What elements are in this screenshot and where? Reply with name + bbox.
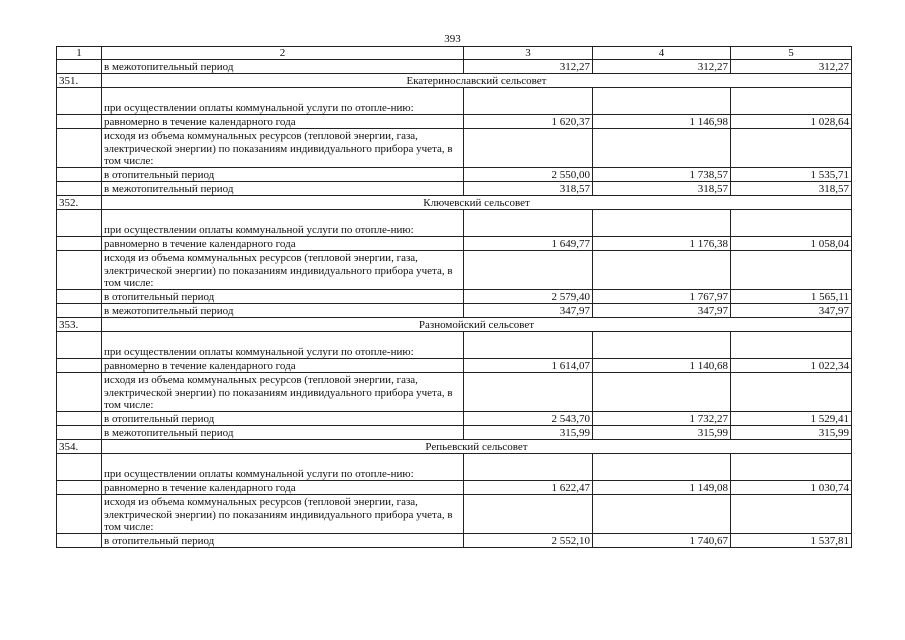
- row-label-cell: исходя из объема коммунальных ресурсов (тепловой энергии, газа, электрической энергии) по показаниям индивидуального прибора учета, в том числе:: [102, 251, 464, 290]
- value-cell-col3: 2 550,00: [464, 168, 593, 182]
- table-row: [57, 290, 852, 304]
- value-cell-col4: 347,97: [593, 304, 731, 318]
- value-cell-col3: [464, 332, 593, 359]
- value-cell-col5: 318,57: [731, 182, 852, 196]
- value-cell-col4: 1 149,08: [593, 481, 731, 495]
- row-number-cell: [57, 495, 102, 534]
- value-cell-col4: 318,57: [593, 182, 731, 196]
- value-cell-col3: 2 543,70: [464, 412, 593, 426]
- row-label-cell: в межотопительный период: [102, 426, 464, 440]
- section-title: Разномойский сельсовет: [102, 318, 852, 332]
- value-cell-col5: [731, 210, 852, 237]
- value-cell-col3: [464, 495, 593, 534]
- row-number-cell: [57, 359, 102, 373]
- column-header-1: 1: [57, 47, 102, 60]
- row-number-cell: [57, 115, 102, 129]
- value-cell-col5: [731, 332, 852, 359]
- row-label-cell: исходя из объема коммунальных ресурсов (тепловой энергии, газа, электрической энергии) по показаниям индивидуального прибора учета, в том числе:: [102, 373, 464, 412]
- row-number-cell: [57, 129, 102, 168]
- value-cell-col4: 315,99: [593, 426, 731, 440]
- value-cell-col3: 312,27: [464, 60, 593, 74]
- value-cell-col5: 1 058,04: [731, 237, 852, 251]
- table-row: [57, 412, 852, 426]
- row-number-cell: [57, 168, 102, 182]
- section-title: Екатеринославский сельсовет: [102, 74, 852, 88]
- column-header-5: 5: [731, 47, 852, 60]
- value-cell-col4: [593, 454, 731, 481]
- column-header-4: 4: [593, 47, 731, 60]
- value-cell-col4: 1 140,68: [593, 359, 731, 373]
- value-cell-col4: [593, 332, 731, 359]
- value-cell-col4: 1 146,98: [593, 115, 731, 129]
- value-cell-col3: [464, 373, 593, 412]
- table-row: [57, 168, 852, 182]
- value-cell-col3: 1 622,47: [464, 481, 593, 495]
- value-cell-col5: [731, 251, 852, 290]
- value-cell-col5: [731, 129, 852, 168]
- table-row: [57, 481, 852, 495]
- table-row: [57, 373, 852, 412]
- value-cell-col5: 1 028,64: [731, 115, 852, 129]
- row-label-cell: в отопительный период: [102, 168, 464, 182]
- table-row: [57, 495, 852, 534]
- table-row: [57, 426, 852, 440]
- value-cell-col5: 1 529,41: [731, 412, 852, 426]
- value-cell-col3: 1 649,77: [464, 237, 593, 251]
- value-cell-col3: [464, 454, 593, 481]
- row-label-cell: в отопительный период: [102, 534, 464, 548]
- section-title-row: [57, 196, 852, 210]
- value-cell-col3: [464, 210, 593, 237]
- section-title: Ключевский сельсовет: [102, 196, 852, 210]
- page-number: 393: [444, 33, 461, 45]
- row-number-cell: [57, 332, 102, 359]
- table-row: [57, 359, 852, 373]
- value-cell-col4: [593, 373, 731, 412]
- value-cell-col4: [593, 88, 731, 115]
- value-cell-col5: [731, 454, 852, 481]
- row-label-cell: при осуществлении оплаты коммунальной услуги по отопле-нию:: [102, 210, 464, 237]
- table-row: [57, 129, 852, 168]
- value-cell-col5: 1 030,74: [731, 481, 852, 495]
- table-row: [57, 60, 852, 74]
- value-cell-col4: 1 738,57: [593, 168, 731, 182]
- value-cell-col5: 315,99: [731, 426, 852, 440]
- value-cell-col4: 312,27: [593, 60, 731, 74]
- row-number-cell: [57, 251, 102, 290]
- row-label-cell: равномерно в течение календарного года: [102, 359, 464, 373]
- section-title: Репьевский сельсовет: [102, 440, 852, 454]
- value-cell-col5: 347,97: [731, 304, 852, 318]
- value-cell-col5: [731, 495, 852, 534]
- value-cell-col3: 315,99: [464, 426, 593, 440]
- value-cell-col3: 2 552,10: [464, 534, 593, 548]
- value-cell-col3: [464, 129, 593, 168]
- value-cell-col3: [464, 251, 593, 290]
- table-row: [57, 182, 852, 196]
- value-cell-col5: [731, 373, 852, 412]
- value-cell-col3: 347,97: [464, 304, 593, 318]
- row-number-cell: [57, 60, 102, 74]
- row-number-cell: [57, 412, 102, 426]
- value-cell-col3: [464, 88, 593, 115]
- value-cell-col5: 1 537,81: [731, 534, 852, 548]
- row-number-cell: [57, 210, 102, 237]
- value-cell-col4: [593, 251, 731, 290]
- value-cell-col4: [593, 129, 731, 168]
- table-row: [57, 237, 852, 251]
- column-header-2: 2: [102, 47, 464, 60]
- section-title-row: [57, 74, 852, 88]
- row-label-cell: в межотопительный период: [102, 304, 464, 318]
- value-cell-col5: 1 535,71: [731, 168, 852, 182]
- row-number-cell: [57, 426, 102, 440]
- row-number-cell: [57, 373, 102, 412]
- table-row: [57, 332, 852, 359]
- value-cell-col4: 1 732,27: [593, 412, 731, 426]
- table-row: [57, 304, 852, 318]
- row-label-cell: исходя из объема коммунальных ресурсов (тепловой энергии, газа, электрической энергии) по показаниям индивидуального прибора учета, в том числе:: [102, 495, 464, 534]
- row-label-cell: равномерно в течение календарного года: [102, 115, 464, 129]
- row-label-cell: при осуществлении оплаты коммунальной услуги по отопле-нию:: [102, 454, 464, 481]
- table-row: [57, 210, 852, 237]
- row-label-cell: равномерно в течение календарного года: [102, 237, 464, 251]
- section-number: 353.: [57, 318, 102, 332]
- section-number: 354.: [57, 440, 102, 454]
- value-cell-col3: 1 614,07: [464, 359, 593, 373]
- value-cell-col3: 2 579,40: [464, 290, 593, 304]
- value-cell-col5: 1 022,34: [731, 359, 852, 373]
- value-cell-col4: 1 176,38: [593, 237, 731, 251]
- table-row: [57, 115, 852, 129]
- row-label-cell: в межотопительный период: [102, 182, 464, 196]
- value-cell-col3: 1 620,37: [464, 115, 593, 129]
- table-row: [57, 534, 852, 548]
- section-number: 351.: [57, 74, 102, 88]
- row-label-cell: в отопительный период: [102, 412, 464, 426]
- row-label-cell: при осуществлении оплаты коммунальной услуги по отопле-нию:: [102, 88, 464, 115]
- row-number-cell: [57, 290, 102, 304]
- section-title-row: [57, 440, 852, 454]
- row-number-cell: [57, 481, 102, 495]
- value-cell-col4: [593, 210, 731, 237]
- row-number-cell: [57, 88, 102, 115]
- column-header-3: 3: [464, 47, 593, 60]
- table-header-row: [57, 47, 852, 60]
- value-cell-col4: 1 767,97: [593, 290, 731, 304]
- row-label-cell: исходя из объема коммунальных ресурсов (тепловой энергии, газа, электрической энергии) по показаниям индивидуального прибора учета, в том числе:: [102, 129, 464, 168]
- value-cell-col5: 312,27: [731, 60, 852, 74]
- value-cell-col4: 1 740,67: [593, 534, 731, 548]
- row-number-cell: [57, 534, 102, 548]
- section-number: 352.: [57, 196, 102, 210]
- table-row: [57, 454, 852, 481]
- row-number-cell: [57, 237, 102, 251]
- value-cell-col5: [731, 88, 852, 115]
- value-cell-col4: [593, 495, 731, 534]
- row-number-cell: [57, 182, 102, 196]
- row-label-cell: в отопительный период: [102, 290, 464, 304]
- value-cell-col3: 318,57: [464, 182, 593, 196]
- row-label-cell: в межотопительный период: [102, 60, 464, 74]
- row-label-cell: при осуществлении оплаты коммунальной услуги по отопле-нию:: [102, 332, 464, 359]
- table-row: [57, 88, 852, 115]
- row-number-cell: [57, 454, 102, 481]
- row-label-cell: равномерно в течение календарного года: [102, 481, 464, 495]
- section-title-row: [57, 318, 852, 332]
- table-row: [57, 251, 852, 290]
- tariff-table: [56, 46, 852, 548]
- value-cell-col5: 1 565,11: [731, 290, 852, 304]
- row-number-cell: [57, 304, 102, 318]
